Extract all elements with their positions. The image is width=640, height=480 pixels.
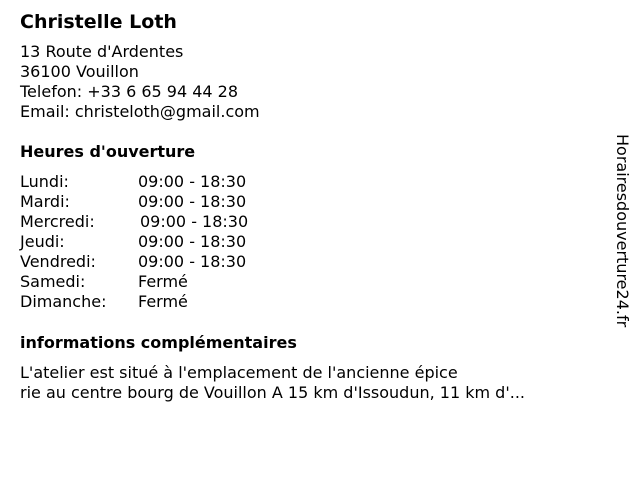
email-line: Email: christeloth@gmail.com: [20, 102, 260, 121]
contact-block: [20, 42, 600, 122]
day-hours: 09:00 - 18:30: [138, 252, 247, 271]
hours-row-saturday: [20, 272, 600, 292]
phone-line: Telefon: +33 6 65 94 44 28: [20, 82, 239, 101]
hours-row-tuesday: [20, 192, 600, 212]
day-hours: 09:00 - 18:30: [138, 192, 247, 211]
day-hours: 09:00 - 18:30: [138, 232, 247, 251]
day-label: Mercredi:: [20, 212, 95, 231]
hours-heading: Heures d'ouverture: [20, 142, 196, 161]
day-hours: Fermé: [138, 292, 188, 311]
day-label: Dimanche:: [20, 292, 107, 311]
day-label: Mardi:: [20, 192, 70, 211]
business-card: [20, 10, 600, 403]
hours-list: [20, 172, 600, 312]
info-line: rie au centre bourg de Vouillon A 15 km d'Issoudun, 11 km d'...: [20, 383, 525, 402]
day-hours: 09:00 - 18:30: [140, 212, 249, 231]
hours-row-friday: [20, 252, 600, 272]
info-description: [20, 363, 600, 403]
day-label: Lundi:: [20, 172, 69, 191]
hours-row-monday: [20, 172, 600, 192]
hours-row-wednesday: [20, 212, 600, 232]
business-name: Christelle Loth: [20, 11, 177, 33]
site-watermark: Horairesdouverture24.fr: [613, 134, 632, 328]
info-line: L'atelier est situé à l'emplacement de l'ancienne épice: [20, 363, 458, 382]
address-street: 13 Route d'Ardentes: [20, 42, 184, 61]
hours-row-sunday: [20, 292, 600, 312]
day-label: Samedi:: [20, 272, 86, 291]
info-heading: informations complémentaires: [20, 333, 297, 352]
day-label: Jeudi:: [20, 232, 65, 251]
day-label: Vendredi:: [20, 252, 96, 271]
address-city: 36100 Vouillon: [20, 62, 139, 81]
day-hours: 09:00 - 18:30: [138, 172, 247, 191]
hours-row-thursday: [20, 232, 600, 252]
day-hours: Fermé: [138, 272, 188, 291]
